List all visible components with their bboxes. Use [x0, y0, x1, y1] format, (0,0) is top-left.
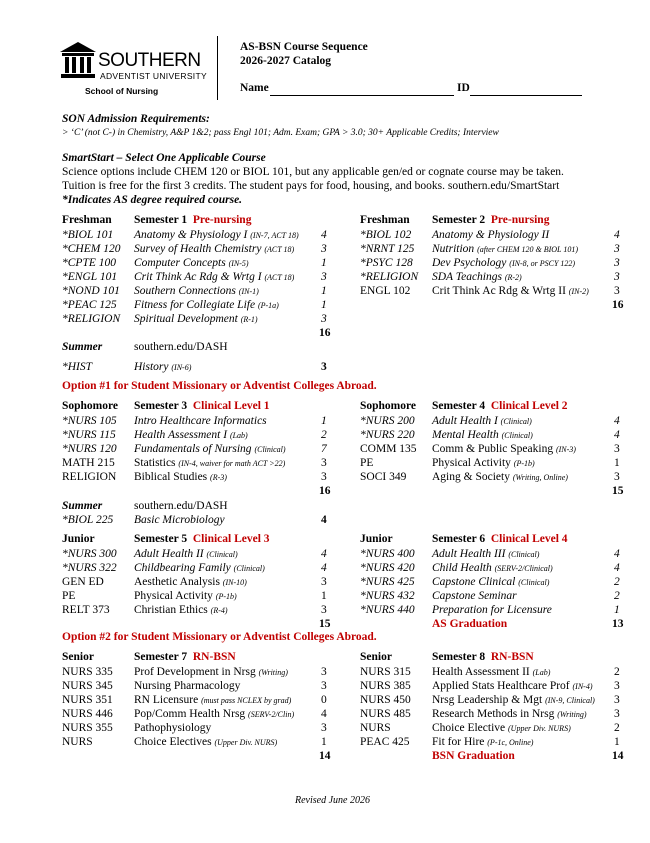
course-credits: 3	[321, 470, 327, 483]
semester-label: Semester 7	[134, 651, 188, 663]
course-name	[134, 471, 227, 483]
course-name	[432, 229, 549, 241]
course-title: Prof Development in Nrsg	[134, 665, 256, 678]
course-code: NURS 345	[62, 679, 113, 692]
course-credits: 3	[614, 270, 620, 283]
course-code: *BIOL 101	[62, 228, 114, 241]
course-title: Comm & Public Speaking	[432, 442, 554, 455]
course-name	[134, 299, 279, 311]
course-name	[432, 243, 578, 255]
columns-logo-icon	[58, 40, 98, 80]
course-code: *CPTE 100	[62, 256, 116, 269]
summer-credits: 3	[321, 361, 327, 373]
course-title: Mental Health	[432, 428, 499, 441]
course-credits: 1	[321, 284, 327, 297]
course-credits: 1	[614, 736, 620, 748]
course-name	[134, 313, 258, 325]
course-credits: 7	[321, 442, 327, 455]
course-name	[134, 415, 267, 427]
logo-line1: SOUTHERN	[98, 50, 201, 71]
course-title: Pathophysiology	[134, 721, 212, 734]
header-divider	[217, 36, 218, 100]
course-note: (Writing)	[557, 709, 587, 719]
course-note: (Clinical)	[233, 563, 265, 573]
course-name	[432, 736, 533, 748]
course-name	[134, 285, 259, 297]
course-code: NURS	[62, 736, 93, 748]
course-title: Statistics	[134, 456, 176, 469]
course-credits: 1	[614, 603, 620, 616]
level-label: Clinical Level 4	[490, 533, 568, 545]
logo-line3: School of Nursing	[85, 86, 159, 96]
course-note: (ACT 18)	[264, 244, 295, 254]
course-credits: 1	[614, 456, 620, 469]
course-credits: 4	[321, 547, 327, 560]
course-code: *NURS 200	[360, 414, 415, 427]
semester-heading	[134, 400, 270, 412]
course-note: (Upper Div. NURS)	[508, 723, 571, 733]
course-credits: 3	[321, 270, 327, 283]
course-name	[432, 576, 549, 588]
name-label: Name	[240, 82, 269, 94]
course-title: Anatomy & Physiology I	[134, 228, 248, 241]
course-code: NURS 385	[360, 679, 411, 692]
course-note: (IN-4, waiver for math ACT >22)	[178, 458, 286, 468]
course-note: (Lab)	[229, 430, 248, 440]
semester-label: Semester 1	[134, 214, 188, 226]
course-note: (IN-10)	[222, 577, 247, 587]
course-credits: 3	[321, 603, 327, 616]
course-title: Christian Ethics	[134, 603, 208, 616]
course-code: ENGL 102	[360, 284, 411, 297]
level-label: RN-BSN	[192, 651, 236, 663]
course-note: (Writing)	[258, 667, 288, 677]
course-credits: 3	[321, 313, 327, 326]
level-label: Pre-nursing	[192, 214, 252, 226]
required-note: *Indicates AS degree required course.	[62, 194, 243, 206]
course-code: *NURS 425	[360, 575, 415, 588]
course-name	[134, 229, 299, 241]
course-credits: 3	[614, 284, 620, 297]
course-title: Preparation for Licensure	[432, 603, 552, 616]
course-name	[134, 736, 277, 748]
course-name	[134, 457, 285, 469]
course-title: Southern Connections	[134, 284, 236, 297]
course-title: Nrsg Leadership & Mgt	[432, 693, 543, 706]
course-note: (IN-9, Clinical)	[545, 695, 595, 705]
semester-total: 16	[319, 485, 331, 497]
course-credits: 4	[614, 414, 620, 427]
course-code: GEN ED	[62, 575, 104, 588]
course-name	[432, 415, 532, 427]
course-note: (IN-3)	[555, 444, 576, 454]
course-credits: 2	[614, 589, 620, 602]
logo-line2: ADVENTIST UNIVERSITY	[100, 71, 207, 81]
semester-heading	[432, 214, 549, 226]
course-note: (IN-7, ACT 18)	[250, 230, 299, 240]
summer2-course-name: Basic Microbiology	[134, 514, 225, 526]
level-label: Pre-nursing	[490, 214, 550, 226]
course-note: (R-4)	[210, 605, 228, 615]
course-credits: 4	[321, 561, 327, 574]
course-credits: 3	[614, 470, 620, 483]
course-title: Dev Psychology	[432, 256, 507, 269]
course-title: Child Health	[432, 561, 492, 574]
course-title: Nutrition	[432, 242, 475, 255]
course-title: Anatomy & Physiology II	[432, 228, 550, 241]
admission-heading: SON Admission Requirements:	[62, 113, 210, 125]
course-code: NURS 315	[360, 665, 411, 678]
course-credits: 3	[614, 442, 620, 455]
course-note: (SERV-2/Clinical)	[494, 563, 553, 573]
course-note: (IN-6)	[171, 363, 192, 372]
id-label: ID	[457, 82, 470, 94]
summer2-label: Summer	[62, 500, 103, 512]
course-title: SDA Teachings	[432, 270, 502, 283]
level-label: RN-BSN	[490, 651, 534, 663]
course-code: *NURS 115	[62, 428, 116, 441]
course-code: *NURS 120	[62, 442, 117, 455]
name-field[interactable]	[270, 95, 454, 96]
course-note: (IN-1)	[238, 286, 259, 296]
course-title: Fitness for Collegiate Life	[134, 299, 256, 311]
course-code: NURS 485	[360, 707, 411, 720]
semester-heading	[134, 214, 251, 226]
year-label: Junior	[360, 533, 393, 545]
option-2-note: Option #2 for Student Missionary or Adventist Colleges Abroad.	[62, 631, 377, 643]
course-note: (Upper Div. NURS)	[214, 738, 278, 747]
course-name	[134, 680, 240, 692]
course-name	[432, 457, 535, 469]
course-note: (must pass NCLEX by grad)	[201, 695, 292, 705]
id-field[interactable]	[470, 95, 582, 96]
course-title: Intro Healthcare Informatics	[134, 414, 267, 427]
course-title: Spiritual Development	[134, 313, 238, 326]
course-name	[432, 429, 533, 441]
year-label: Freshman	[62, 214, 112, 226]
course-credits: 0	[321, 693, 327, 706]
course-credits: 3	[614, 693, 620, 706]
semester-label: Semester 8	[432, 651, 486, 663]
course-title: Adult Health I	[432, 414, 498, 427]
course-code: *NURS 432	[360, 589, 415, 602]
course-code: *NRNT 125	[360, 242, 415, 255]
course-name	[432, 708, 587, 720]
year-label: Sophomore	[62, 400, 119, 412]
course-title: Computer Concepts	[134, 256, 226, 269]
course-note: (Clinical)	[500, 416, 532, 426]
course-credits: 4	[321, 707, 327, 720]
smartstart-line1: Science options include CHEM 120 or BIOL 101, but any applicable gen/ed or cognate course may be taken.	[62, 166, 564, 178]
summer2-course-code: *BIOL 225	[62, 514, 114, 526]
semester-heading	[432, 400, 568, 412]
course-name	[432, 590, 517, 602]
course-credits: 3	[614, 242, 620, 255]
course-title: Adult Health III	[432, 547, 506, 560]
course-code: NURS 450	[360, 693, 411, 706]
course-name	[432, 680, 593, 692]
course-note: (Writing, Online)	[512, 472, 568, 482]
course-credits: 2	[614, 575, 620, 588]
course-name	[432, 604, 552, 616]
graduation-label: BSN Graduation	[432, 750, 515, 763]
course-name	[432, 548, 539, 560]
course-title: Fundamentals of Nursing	[134, 442, 252, 455]
course-note: (R-3)	[210, 472, 227, 482]
course-title: History	[134, 361, 169, 373]
level-label: Clinical Level 2	[490, 400, 568, 412]
course-credits: 1	[321, 256, 327, 269]
course-code: *PEAC 125	[62, 299, 117, 311]
course-note: (after CHEM 120 & BIOL 101)	[477, 244, 579, 254]
page-title: AS-BSN Course Sequence	[240, 41, 368, 53]
course-code: *RELIGION	[62, 313, 121, 326]
course-credits: 3	[614, 256, 620, 269]
course-note: (IN-5)	[228, 258, 249, 268]
course-code: NURS 355	[62, 721, 113, 734]
course-title: Choice Elective	[432, 721, 506, 734]
course-title: Nursing Pharmacology	[134, 679, 241, 692]
course-title: Capstone Clinical	[432, 575, 516, 588]
course-title: Survey of Health Chemistry	[134, 242, 262, 255]
course-code: PEAC 425	[360, 736, 410, 748]
course-name	[134, 576, 247, 588]
course-name	[432, 471, 568, 483]
course-note: (R-1)	[240, 315, 258, 325]
course-name	[134, 243, 294, 255]
course-code: NURS 335	[62, 665, 113, 678]
course-note: (Clinical)	[206, 549, 238, 559]
course-code: *NURS 440	[360, 603, 415, 616]
semester-total: 16	[319, 327, 331, 340]
course-code: MATH 215	[62, 456, 115, 469]
course-name	[134, 271, 294, 283]
course-code: NURS 446	[62, 707, 113, 720]
course-name	[432, 285, 589, 297]
course-code: RELIGION	[62, 470, 117, 483]
course-credits: 2	[614, 665, 620, 678]
semester-heading	[432, 651, 534, 663]
course-code: *CHEM 120	[62, 242, 121, 255]
smartstart-heading: SmartStart – Select One Applicable Course	[62, 152, 266, 164]
year-label: Freshman	[360, 214, 410, 226]
course-title: Physical Activity	[134, 589, 213, 602]
course-name	[134, 722, 211, 734]
semester-total: 13	[612, 618, 624, 630]
course-name	[432, 271, 522, 283]
course-credits: 4	[321, 228, 327, 241]
course-code: *NURS 420	[360, 561, 415, 574]
summer2-link[interactable]: southern.edu/DASH	[134, 500, 228, 512]
course-credits: 3	[321, 575, 327, 588]
course-code: *BIOL 102	[360, 228, 412, 241]
course-title: Applied Stats Healthcare Prof	[432, 679, 570, 692]
summer-course-name	[134, 361, 191, 373]
course-name	[134, 666, 288, 678]
university-logo	[58, 38, 208, 98]
course-note: (IN-2)	[568, 286, 589, 296]
course-code: NURS 351	[62, 693, 113, 706]
course-title: Aging & Society	[432, 470, 510, 483]
course-title: Pop/Comm Health Nrsg	[134, 707, 246, 720]
course-name	[432, 666, 550, 678]
course-code: NURS	[360, 721, 391, 734]
year-label: Sophomore	[360, 400, 417, 412]
course-title: Childbearing Family	[134, 561, 231, 574]
course-note: (P-1b)	[215, 591, 237, 601]
course-code: *NURS 105	[62, 414, 117, 427]
year-label: Junior	[62, 533, 95, 545]
course-name	[134, 708, 294, 720]
course-note: (SERV-2/Clin)	[248, 709, 295, 719]
course-credits: 3	[614, 707, 620, 720]
semester-total: 14	[319, 750, 331, 763]
course-code: *NOND 101	[62, 284, 120, 297]
course-note: (Clinical)	[501, 430, 533, 440]
semester-label: Semester 2	[432, 214, 486, 226]
level-label: Clinical Level 3	[192, 533, 270, 545]
course-title: Capstone Seminar	[432, 589, 517, 602]
semester-heading	[134, 651, 236, 663]
course-credits: 4	[614, 547, 620, 560]
course-name	[134, 590, 237, 602]
course-name	[134, 443, 286, 455]
course-note: (IN-8, or PSCY 122)	[509, 258, 576, 268]
course-credits: 1	[321, 299, 327, 311]
smartstart-line2: Tuition is free for the first 3 credits. The student pays for food, housing, and books. southern.edu/SmartStart	[62, 180, 560, 192]
semester-total: 14	[612, 750, 624, 763]
course-name	[134, 694, 291, 706]
level-label: Clinical Level 1	[192, 400, 270, 412]
course-note: (Clinical)	[508, 549, 540, 559]
semester-heading	[134, 533, 270, 545]
course-credits: 4	[614, 561, 620, 574]
course-title: Health Assessment I	[134, 428, 228, 441]
course-name	[432, 443, 576, 455]
course-title: Crit Think Ac Rdg & Wrtg II	[432, 284, 566, 297]
course-credits: 3	[321, 456, 327, 469]
summer-link[interactable]: southern.edu/DASH	[134, 341, 228, 353]
course-title: Physical Activity	[432, 456, 511, 469]
catalog-year: 2026-2027 Catalog	[240, 55, 332, 67]
semester-label: Semester 5	[134, 533, 188, 545]
course-name	[134, 604, 228, 616]
course-credits: 3	[321, 721, 327, 734]
course-name	[432, 722, 571, 734]
course-name	[432, 562, 553, 574]
course-title: Adult Health II	[134, 547, 204, 560]
course-title: Research Methods in Nrsg	[432, 707, 555, 720]
course-name	[134, 257, 249, 269]
semester-total: 16	[612, 299, 624, 311]
course-code: *NURS 322	[62, 561, 117, 574]
course-credits: 3	[321, 665, 327, 678]
course-note: (R-2)	[504, 272, 522, 282]
summer-label: Summer	[62, 341, 103, 353]
semester-total: 15	[319, 618, 331, 630]
course-title: Aesthetic Analysis	[134, 575, 220, 588]
course-code: *NURS 400	[360, 547, 415, 560]
course-code: *ENGL 101	[62, 270, 118, 283]
revised-note: Revised June 2026	[295, 795, 370, 806]
course-note: (P-1a)	[257, 301, 279, 310]
course-credits: 3	[321, 679, 327, 692]
course-title: Crit Think Ac Rdg & Wrtg I	[134, 270, 262, 283]
course-credits: 4	[614, 228, 620, 241]
course-name	[134, 429, 248, 441]
course-code: COMM 135	[360, 442, 417, 455]
course-note: (Clinical)	[254, 444, 286, 454]
course-credits: 3	[321, 242, 327, 255]
semester-label: Semester 6	[432, 533, 486, 545]
course-credits: 4	[614, 428, 620, 441]
course-name	[134, 562, 265, 574]
course-note: (P-1c, Online)	[487, 738, 534, 747]
semester-heading	[432, 533, 568, 545]
course-title: RN Licensure	[134, 693, 199, 706]
course-title: Health Assessment II	[432, 665, 530, 678]
course-title: Biblical Studies	[134, 470, 208, 483]
option-1-note: Option #1 for Student Missionary or Adventist Colleges Abroad.	[62, 380, 377, 392]
course-code: *NURS 300	[62, 547, 117, 560]
course-credits: 3	[614, 679, 620, 692]
semester-label: Semester 4	[432, 400, 486, 412]
semester-label: Semester 3	[134, 400, 188, 412]
course-code: PE	[360, 456, 374, 469]
course-name	[134, 548, 238, 560]
course-credits: 2	[321, 428, 327, 441]
course-note: (IN-4)	[572, 681, 593, 691]
course-title: Fit for Hire	[432, 736, 485, 748]
course-credits: 1	[321, 589, 327, 602]
course-code: *PSYC 128	[360, 256, 413, 269]
admission-text: > ‘C’ (not C-) in Chemistry, A&P 1&2; pass Engl 101; Adm. Exam; GPA > 3.0; 30+ Applicable Credits; Interview	[62, 128, 499, 138]
summer-course-code: *HIST	[62, 361, 93, 373]
course-name	[432, 257, 575, 269]
graduation-label: AS Graduation	[432, 618, 508, 630]
course-credits: 1	[321, 414, 327, 427]
course-note: (Lab)	[532, 667, 551, 677]
course-note: (P-1b)	[513, 458, 535, 468]
course-code: PE	[62, 589, 76, 602]
course-name	[432, 694, 595, 706]
course-title: Choice Electives	[134, 736, 212, 748]
course-note: (Clinical)	[518, 577, 550, 587]
course-code: RELT 373	[62, 603, 110, 616]
course-code: *NURS 220	[360, 428, 415, 441]
course-credits: 1	[321, 736, 327, 748]
course-note: (ACT 18)	[264, 272, 295, 282]
year-label: Senior	[360, 651, 392, 663]
course-code: *RELIGION	[360, 270, 419, 283]
year-label: Senior	[62, 651, 94, 663]
course-code: SOCI 349	[360, 470, 407, 483]
course-credits: 2	[614, 721, 620, 734]
semester-total: 15	[612, 485, 624, 497]
summer2-credits: 4	[321, 514, 327, 526]
